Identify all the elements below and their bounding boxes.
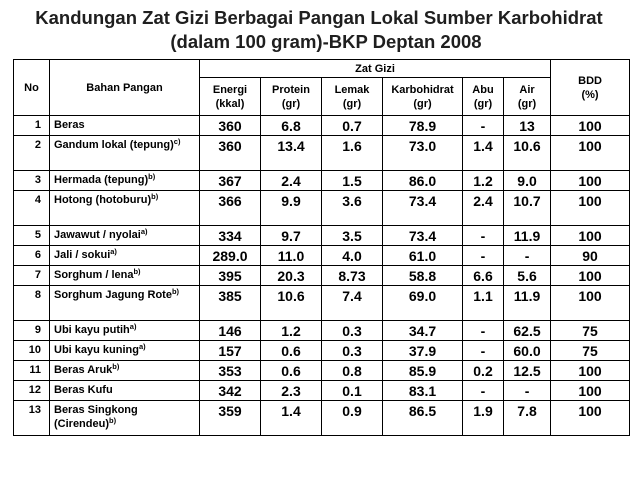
value-water: - [504,381,551,401]
value-bdd: 100 [551,116,630,136]
value-protein: 6.8 [261,116,322,136]
footnote-marker: c) [173,137,181,146]
value-bdd: 75 [551,321,630,341]
value-carb: 69.0 [383,286,463,321]
row-number: 6 [14,246,50,266]
value-bdd: 100 [551,191,630,226]
value-bdd: 100 [551,136,630,171]
value-water: 62.5 [504,321,551,341]
table-row [14,116,630,136]
value-water: 11.9 [504,226,551,246]
value-fat: 3.6 [322,191,383,226]
food-name: Beras [54,119,85,131]
table-row [14,171,630,191]
footnote-marker: b) [151,192,159,201]
value-ash: - [463,381,504,401]
value-energy: 353 [200,361,261,381]
table-row [14,191,630,226]
value-ash: 1.9 [463,401,504,436]
value-energy: 157 [200,341,261,361]
value-carb: 83.1 [383,381,463,401]
value-carb: 85.9 [383,361,463,381]
row-number: 10 [14,341,50,361]
value-water: 10.7 [504,191,551,226]
food-name: Beras Aruk [54,364,113,376]
table-row [14,286,630,321]
value-water: 60.0 [504,341,551,361]
value-energy: 146 [200,321,261,341]
value-fat: 0.9 [322,401,383,436]
footnote-marker: b) [112,362,120,371]
value-fat: 1.6 [322,136,383,171]
value-carb: 73.4 [383,226,463,246]
value-water: 9.0 [504,171,551,191]
footnote-marker: a) [129,322,137,331]
food-name-cell [50,286,200,321]
value-bdd: 100 [551,171,630,191]
footnote-marker: b) [109,416,117,425]
food-name: Sorghum Jagung Rote [54,289,172,301]
footnote-marker: b) [148,172,156,181]
table-row [14,381,630,401]
table-row [14,321,630,341]
value-carb: 78.9 [383,116,463,136]
value-bdd: 90 [551,246,630,266]
food-name: Beras Kufu [54,384,113,396]
value-energy: 359 [200,401,261,436]
food-name: Jawawut / nyolai [54,229,141,241]
value-energy: 289.0 [200,246,261,266]
value-fat: 0.3 [322,321,383,341]
row-number: 3 [14,171,50,191]
food-name-cell [50,361,200,381]
value-energy: 366 [200,191,261,226]
value-carb: 73.0 [383,136,463,171]
value-carb: 34.7 [383,321,463,341]
food-name-cell [50,246,200,266]
food-name-cell [50,171,200,191]
value-water: 13 [504,116,551,136]
table-row [14,246,630,266]
value-bdd: 100 [551,381,630,401]
value-protein: 11.0 [261,246,322,266]
row-number: 9 [14,321,50,341]
value-protein: 2.4 [261,171,322,191]
value-bdd: 100 [551,226,630,246]
table-row [14,401,630,436]
value-water: - [504,246,551,266]
value-fat: 7.4 [322,286,383,321]
value-protein: 10.6 [261,286,322,321]
value-ash: - [463,116,504,136]
food-name-cell [50,381,200,401]
value-ash: - [463,321,504,341]
title-line-2: (dalam 100 gram)-BKP Deptan 2008 [170,31,482,52]
value-bdd: 100 [551,266,630,286]
value-water: 11.9 [504,286,551,321]
header-no: No [14,60,50,116]
value-fat: 8.73 [322,266,383,286]
food-name: Sorghum / lena [54,269,134,281]
value-water: 10.6 [504,136,551,171]
value-protein: 0.6 [261,341,322,361]
value-ash: 6.6 [463,266,504,286]
value-energy: 395 [200,266,261,286]
value-fat: 3.5 [322,226,383,246]
footnote-marker: a) [110,247,117,256]
food-name-cell [50,321,200,341]
value-fat: 0.3 [322,341,383,361]
value-energy: 385 [200,286,261,321]
food-name-cell [50,341,200,361]
table-body [14,116,630,436]
row-number: 13 [14,401,50,436]
value-protein: 9.9 [261,191,322,226]
value-fat: 4.0 [322,246,383,266]
row-number: 2 [14,136,50,171]
value-ash: - [463,226,504,246]
value-water: 7.8 [504,401,551,436]
value-protein: 2.3 [261,381,322,401]
value-bdd: 100 [551,401,630,436]
value-carb: 86.5 [383,401,463,436]
value-fat: 0.1 [322,381,383,401]
row-number: 5 [14,226,50,246]
food-name: Hermada (tepung) [54,174,149,186]
food-name-cell [50,136,200,171]
header-food: Bahan Pangan [50,60,200,116]
value-carb: 61.0 [383,246,463,266]
footnote-marker: b) [171,287,180,296]
value-protein: 1.2 [261,321,322,341]
value-carb: 37.9 [383,341,463,361]
value-protein: 9.7 [261,226,322,246]
value-ash: - [463,246,504,266]
value-fat: 0.8 [322,361,383,381]
header-energy: Energi (kkal) [200,78,261,116]
title-line-1: Kandungan Zat Gizi Berbagai Pangan Lokal Sumber Karbohidrat [35,7,603,28]
page-title [0,6,638,54]
row-number: 7 [14,266,50,286]
value-ash: 1.1 [463,286,504,321]
row-number: 12 [14,381,50,401]
table-row [14,226,630,246]
header-ash: Abu (gr) [463,78,504,116]
row-number: 11 [14,361,50,381]
food-name-cell [50,401,200,436]
value-water: 12.5 [504,361,551,381]
value-ash: - [463,341,504,361]
nutrient-table [13,59,630,436]
table-row [14,136,630,171]
value-fat: 0.7 [322,116,383,136]
food-name: Ubi kayu putih [54,324,130,336]
food-name: Ubi kayu kuning [54,344,139,356]
value-protein: 0.6 [261,361,322,381]
row-number: 8 [14,286,50,321]
value-energy: 367 [200,171,261,191]
row-number: 1 [14,116,50,136]
value-energy: 360 [200,116,261,136]
food-name: Gandum lokal (tepung) [54,139,174,151]
value-protein: 13.4 [261,136,322,171]
table-row [14,341,630,361]
header-water: Air (gr) [504,78,551,116]
footnote-marker: b) [133,267,141,276]
food-name-cell [50,191,200,226]
value-bdd: 100 [551,361,630,381]
value-energy: 334 [200,226,261,246]
value-protein: 1.4 [261,401,322,436]
food-name: Hotong (hotoburu) [54,194,152,206]
header-protein: Protein (gr) [261,78,322,116]
value-fat: 1.5 [322,171,383,191]
value-water: 5.6 [504,266,551,286]
header-fat: Lemak (gr) [322,78,383,116]
header-carb: Karbohidrat (gr) [383,78,463,116]
value-carb: 73.4 [383,191,463,226]
value-bdd: 100 [551,286,630,321]
food-name: Beras Singkong (Cirendeu) [54,404,138,430]
table-row [14,361,630,381]
value-energy: 342 [200,381,261,401]
food-name-cell [50,226,200,246]
value-carb: 58.8 [383,266,463,286]
value-bdd: 75 [551,341,630,361]
food-name-cell [50,266,200,286]
value-ash: 2.4 [463,191,504,226]
value-energy: 360 [200,136,261,171]
row-number: 4 [14,191,50,226]
footnote-marker: a) [140,227,148,236]
value-ash: 0.2 [463,361,504,381]
header-zat-gizi: Zat Gizi [200,60,551,78]
value-carb: 86.0 [383,171,463,191]
value-ash: 1.2 [463,171,504,191]
food-name-cell [50,116,200,136]
footnote-marker: a) [138,342,146,351]
table-row [14,266,630,286]
value-ash: 1.4 [463,136,504,171]
food-name: Jali / sokui [54,249,111,261]
header-bdd: BDD (%) [551,60,630,116]
value-protein: 20.3 [261,266,322,286]
